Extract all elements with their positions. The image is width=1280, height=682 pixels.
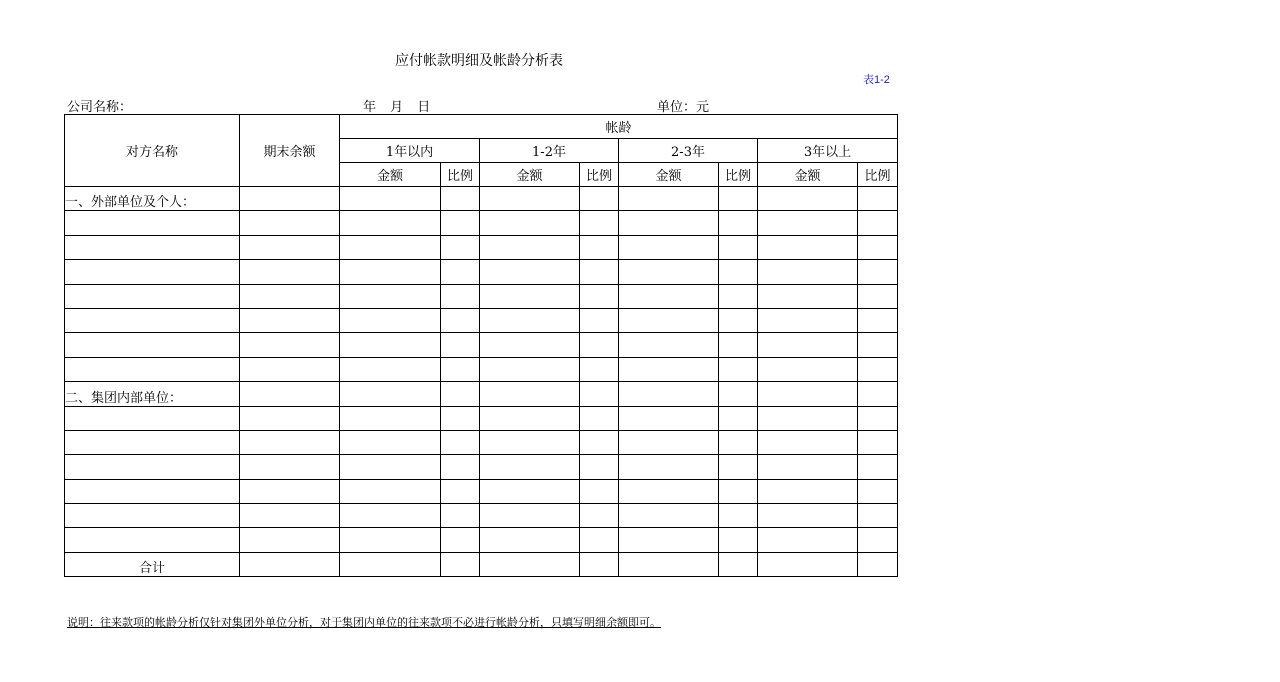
value-cell[interactable]	[619, 357, 719, 381]
value-cell[interactable]	[480, 406, 580, 430]
value-cell[interactable]	[480, 552, 580, 576]
value-cell[interactable]	[441, 308, 480, 332]
value-cell[interactable]	[441, 406, 480, 430]
value-cell[interactable]	[480, 333, 580, 357]
value-cell[interactable]	[758, 260, 858, 284]
table-row	[65, 382, 898, 406]
value-cell[interactable]	[441, 430, 480, 454]
value-cell[interactable]	[619, 260, 719, 284]
header-counterparty: 对方名称	[65, 115, 240, 187]
value-cell[interactable]	[580, 211, 619, 235]
counterparty-cell[interactable]	[65, 406, 240, 430]
value-cell[interactable]	[240, 455, 340, 479]
value-cell[interactable]	[719, 455, 758, 479]
value-cell[interactable]	[240, 284, 340, 308]
header-ratio: 比例	[580, 163, 619, 187]
counterparty-cell[interactable]	[65, 235, 240, 259]
header-aging: 帐龄	[340, 115, 898, 139]
value-cell[interactable]	[758, 455, 858, 479]
value-cell[interactable]	[441, 552, 480, 576]
value-cell[interactable]	[240, 552, 340, 576]
value-cell[interactable]	[441, 357, 480, 381]
value-cell[interactable]	[480, 235, 580, 259]
value-cell[interactable]	[480, 284, 580, 308]
value-cell[interactable]	[719, 479, 758, 503]
header-amount: 金额	[758, 163, 858, 187]
value-cell[interactable]	[619, 552, 719, 576]
counterparty-cell[interactable]	[65, 430, 240, 454]
value-cell[interactable]	[719, 260, 758, 284]
header-amount: 金额	[480, 163, 580, 187]
value-cell[interactable]	[340, 479, 441, 503]
value-cell[interactable]	[480, 455, 580, 479]
value-cell[interactable]	[340, 235, 441, 259]
table-row	[65, 406, 898, 430]
value-cell[interactable]	[580, 308, 619, 332]
value-cell[interactable]	[619, 235, 719, 259]
value-cell[interactable]	[441, 504, 480, 528]
value-cell[interactable]	[441, 382, 480, 406]
value-cell[interactable]	[480, 211, 580, 235]
value-cell[interactable]	[719, 284, 758, 308]
value-cell[interactable]	[240, 357, 340, 381]
value-cell[interactable]	[580, 235, 619, 259]
counterparty-cell[interactable]: 一、外部单位及个人：	[65, 187, 240, 211]
unit-label: 单位：元	[657, 100, 710, 115]
value-cell[interactable]	[858, 430, 898, 454]
value-cell[interactable]	[719, 552, 758, 576]
value-cell[interactable]	[480, 187, 580, 211]
value-cell[interactable]	[240, 528, 340, 552]
date-label: 年 月 日	[363, 100, 431, 115]
value-cell[interactable]	[480, 260, 580, 284]
value-cell[interactable]	[858, 211, 898, 235]
value-cell[interactable]	[340, 357, 441, 381]
value-cell[interactable]	[240, 382, 340, 406]
value-cell[interactable]	[719, 406, 758, 430]
value-cell[interactable]	[580, 479, 619, 503]
value-cell[interactable]	[719, 382, 758, 406]
value-cell[interactable]	[580, 260, 619, 284]
value-cell[interactable]	[580, 333, 619, 357]
value-cell[interactable]	[619, 479, 719, 503]
value-cell[interactable]	[340, 552, 441, 576]
value-cell[interactable]	[858, 479, 898, 503]
table-row	[65, 430, 898, 454]
value-cell[interactable]	[858, 260, 898, 284]
counterparty-cell[interactable]	[65, 479, 240, 503]
value-cell[interactable]	[240, 235, 340, 259]
value-cell[interactable]	[719, 357, 758, 381]
counterparty-cell[interactable]	[65, 504, 240, 528]
value-cell[interactable]	[240, 430, 340, 454]
counterparty-cell[interactable]	[65, 211, 240, 235]
value-cell[interactable]	[758, 187, 858, 211]
company-name-label: 公司名称：	[67, 100, 133, 115]
value-cell[interactable]	[480, 308, 580, 332]
value-cell[interactable]	[619, 430, 719, 454]
value-cell[interactable]	[340, 382, 441, 406]
value-cell[interactable]	[758, 382, 858, 406]
value-cell[interactable]	[580, 187, 619, 211]
table-row	[65, 504, 898, 528]
value-cell[interactable]	[719, 504, 758, 528]
value-cell[interactable]	[758, 406, 858, 430]
value-cell[interactable]	[619, 284, 719, 308]
header-ending-balance: 期末余额	[240, 115, 340, 187]
value-cell[interactable]	[480, 357, 580, 381]
value-cell[interactable]	[480, 528, 580, 552]
table-row	[65, 284, 898, 308]
value-cell[interactable]	[580, 504, 619, 528]
value-cell[interactable]	[480, 504, 580, 528]
value-cell[interactable]	[758, 235, 858, 259]
table-row	[65, 211, 898, 235]
value-cell[interactable]	[858, 455, 898, 479]
header-amount: 金额	[619, 163, 719, 187]
value-cell[interactable]	[858, 235, 898, 259]
value-cell[interactable]	[340, 406, 441, 430]
value-cell[interactable]	[441, 455, 480, 479]
table-row	[65, 455, 898, 479]
value-cell[interactable]	[580, 382, 619, 406]
value-cell[interactable]	[758, 552, 858, 576]
value-cell[interactable]	[758, 211, 858, 235]
value-cell[interactable]	[619, 504, 719, 528]
counterparty-cell[interactable]	[65, 528, 240, 552]
footnote: 说明：往来款项的帐龄分析仅针对集团外单位分析，对于集团内单位的往来款项不必进行帐龄分析，只填写明细余额即可。	[67, 616, 661, 629]
counterparty-cell[interactable]	[65, 260, 240, 284]
header-period: 3年以上	[758, 139, 898, 163]
table-code: 表1-2	[863, 74, 890, 86]
table-row	[65, 479, 898, 503]
value-cell[interactable]	[580, 528, 619, 552]
value-cell[interactable]	[441, 284, 480, 308]
value-cell[interactable]	[719, 308, 758, 332]
table-row	[65, 260, 898, 284]
value-cell[interactable]	[858, 357, 898, 381]
value-cell[interactable]	[580, 357, 619, 381]
value-cell[interactable]	[340, 455, 441, 479]
value-cell[interactable]	[719, 430, 758, 454]
value-cell[interactable]	[858, 333, 898, 357]
value-cell[interactable]	[441, 235, 480, 259]
value-cell[interactable]	[758, 430, 858, 454]
value-cell[interactable]	[580, 406, 619, 430]
report-title: 应付帐款明细及帐龄分析表	[395, 53, 563, 69]
counterparty-cell[interactable]: 二、集团内部单位：	[65, 382, 240, 406]
table-row	[65, 357, 898, 381]
value-cell[interactable]	[858, 308, 898, 332]
value-cell[interactable]	[441, 479, 480, 503]
value-cell[interactable]	[758, 333, 858, 357]
counterparty-cell[interactable]	[65, 284, 240, 308]
value-cell[interactable]	[619, 308, 719, 332]
table-row	[65, 235, 898, 259]
value-cell[interactable]	[858, 187, 898, 211]
value-cell[interactable]	[580, 552, 619, 576]
value-cell[interactable]	[619, 406, 719, 430]
value-cell[interactable]	[240, 479, 340, 503]
value-cell[interactable]	[240, 260, 340, 284]
value-cell[interactable]	[619, 382, 719, 406]
value-cell[interactable]	[340, 211, 441, 235]
value-cell[interactable]	[240, 187, 340, 211]
value-cell[interactable]	[480, 430, 580, 454]
counterparty-cell[interactable]: 合计	[65, 552, 240, 576]
value-cell[interactable]	[580, 284, 619, 308]
value-cell[interactable]	[619, 187, 719, 211]
value-cell[interactable]	[240, 308, 340, 332]
value-cell[interactable]	[858, 552, 898, 576]
value-cell[interactable]	[240, 406, 340, 430]
value-cell[interactable]	[858, 284, 898, 308]
value-cell[interactable]	[240, 504, 340, 528]
value-cell[interactable]	[719, 528, 758, 552]
value-cell[interactable]	[719, 235, 758, 259]
value-cell[interactable]	[858, 406, 898, 430]
table-row	[65, 308, 898, 332]
value-cell[interactable]	[758, 504, 858, 528]
value-cell[interactable]	[340, 333, 441, 357]
value-cell[interactable]	[240, 333, 340, 357]
header-ratio: 比例	[858, 163, 898, 187]
header-ratio: 比例	[441, 163, 480, 187]
value-cell[interactable]	[441, 260, 480, 284]
value-cell[interactable]	[758, 308, 858, 332]
value-cell[interactable]	[480, 479, 580, 503]
value-cell[interactable]	[441, 333, 480, 357]
value-cell[interactable]	[719, 211, 758, 235]
counterparty-cell[interactable]	[65, 455, 240, 479]
value-cell[interactable]	[758, 479, 858, 503]
value-cell[interactable]	[719, 333, 758, 357]
header-ratio: 比例	[719, 163, 758, 187]
value-cell[interactable]	[719, 187, 758, 211]
value-cell[interactable]	[858, 528, 898, 552]
counterparty-cell[interactable]	[65, 333, 240, 357]
value-cell[interactable]	[340, 528, 441, 552]
value-cell[interactable]	[758, 528, 858, 552]
table-row	[65, 187, 898, 211]
value-cell[interactable]	[340, 308, 441, 332]
value-cell[interactable]	[340, 187, 441, 211]
table-row	[65, 528, 898, 552]
header-period: 2-3年	[619, 139, 758, 163]
value-cell[interactable]	[858, 382, 898, 406]
header-period: 1-2年	[480, 139, 619, 163]
table-row	[65, 333, 898, 357]
table-row	[65, 552, 898, 576]
value-cell[interactable]	[758, 357, 858, 381]
value-cell[interactable]	[619, 333, 719, 357]
value-cell[interactable]	[619, 528, 719, 552]
value-cell[interactable]	[240, 211, 340, 235]
header-period: 1年以内	[340, 139, 480, 163]
value-cell[interactable]	[340, 430, 441, 454]
value-cell[interactable]	[340, 504, 441, 528]
value-cell[interactable]	[580, 455, 619, 479]
value-cell[interactable]	[580, 430, 619, 454]
value-cell[interactable]	[340, 284, 441, 308]
value-cell[interactable]	[619, 455, 719, 479]
counterparty-cell[interactable]	[65, 308, 240, 332]
value-cell[interactable]	[441, 528, 480, 552]
value-cell[interactable]	[758, 284, 858, 308]
aging-table	[64, 114, 898, 577]
value-cell[interactable]	[441, 211, 480, 235]
value-cell[interactable]	[858, 504, 898, 528]
header-amount: 金额	[340, 163, 441, 187]
value-cell[interactable]	[441, 187, 480, 211]
value-cell[interactable]	[340, 260, 441, 284]
value-cell[interactable]	[619, 211, 719, 235]
value-cell[interactable]	[480, 382, 580, 406]
counterparty-cell[interactable]	[65, 357, 240, 381]
